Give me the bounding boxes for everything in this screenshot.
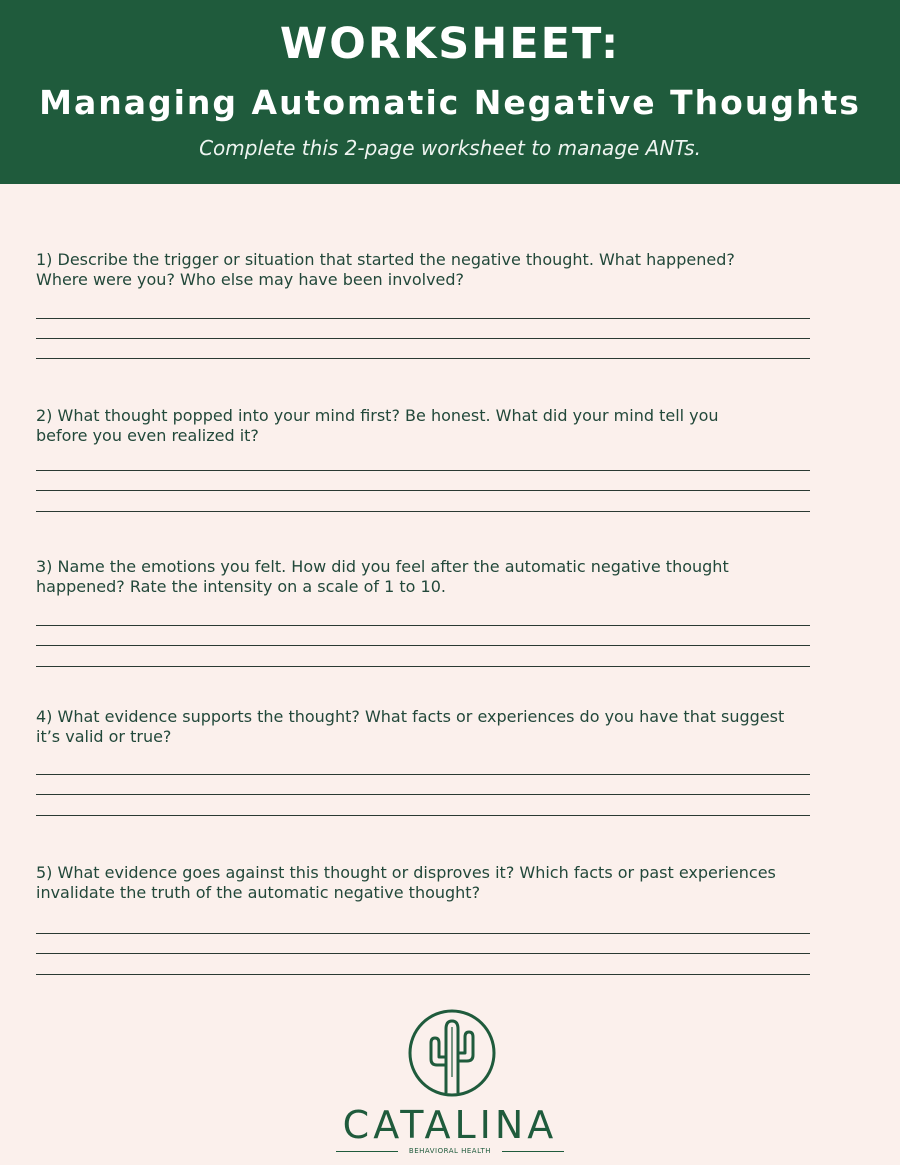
answer-line-4c[interactable] [36,815,810,816]
question-2 [36,406,866,446]
answer-line-2b[interactable] [36,490,810,491]
question-5-line-1: 5) What evidence goes against this thought or disproves it? Which facts or past experiences [36,863,776,882]
answer-line-1b[interactable] [36,338,810,339]
answer-line-3b[interactable] [36,645,810,646]
answer-line-3a[interactable] [36,625,810,626]
answer-line-2a[interactable] [36,470,810,471]
question-4-line-2: it’s valid or true? [36,727,172,746]
answer-line-5a[interactable] [36,933,810,934]
question-2-line-2: before you even realized it? [36,426,259,445]
page-subtitle: Managing Automatic Negative Thoughts [39,83,861,122]
answer-line-1a[interactable] [36,318,810,319]
question-1 [36,250,866,290]
answer-line-2c[interactable] [36,511,810,512]
catalina-logo [0,1005,900,1165]
question-4-line-1: 4) What evidence supports the thought? What facts or experiences do you have that suggest [36,707,785,726]
question-3-line-2: happened? Rate the intensity on a scale of 1 to 10. [36,577,446,596]
answer-line-4b[interactable] [36,794,810,795]
answer-line-4a[interactable] [36,774,810,775]
brand-tagline: BEHAVIORAL HEALTH [408,1147,492,1155]
header-banner [0,0,900,184]
instructions-note: Complete this 2-page worksheet to manage ANTs. [199,136,701,160]
question-2-line-1: 2) What thought popped into your mind first? Be honest. What did your mind tell you [36,406,719,425]
page-title: WORKSHEET: [279,19,621,69]
cactus-icon [406,1007,498,1099]
question-4 [36,707,866,747]
question-5-line-2: invalidate the truth of the automatic negative thought? [36,883,481,902]
answer-line-5c[interactable] [36,974,810,975]
answer-line-5b[interactable] [36,953,810,954]
brand-name: CATALINA [342,1103,558,1147]
question-3-line-1: 3) Name the emotions you felt. How did you feel after the automatic negative thought [36,557,729,576]
question-1-line-2: Where were you? Who else may have been involved? [36,270,465,289]
question-3 [36,557,866,597]
answer-line-1c[interactable] [36,358,810,359]
tagline-row [336,1145,564,1157]
answer-line-3c[interactable] [36,666,810,667]
question-1-line-1: 1) Describe the trigger or situation that started the negative thought. What happened? [36,250,735,269]
question-5 [36,863,866,903]
